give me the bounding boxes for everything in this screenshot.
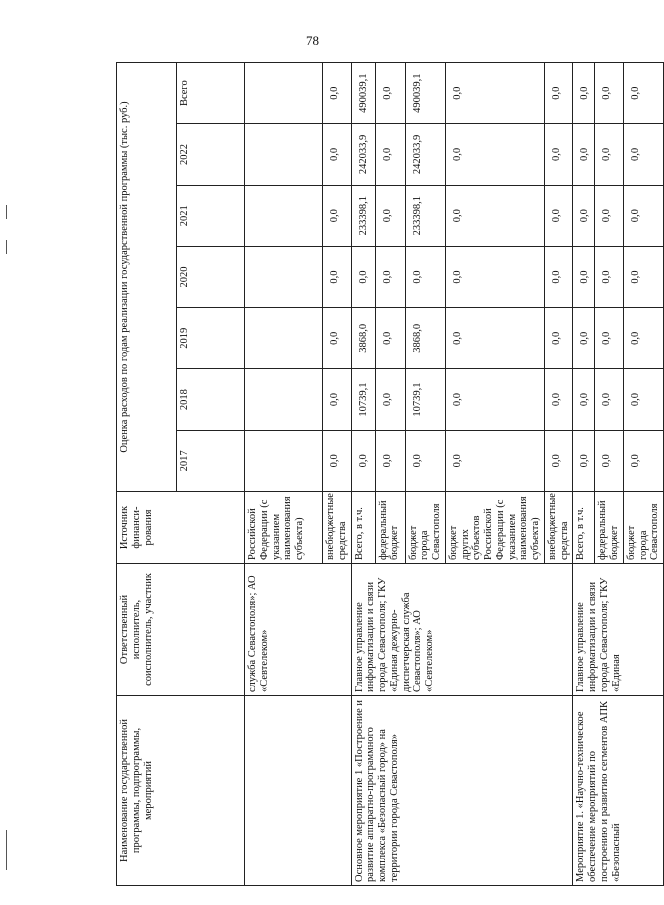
cell-value: 0,0 xyxy=(573,430,595,491)
cell-value: 0,0 xyxy=(573,185,595,246)
cell-value: 0,0 xyxy=(323,308,352,369)
cell-source: бюджет города Севастополя xyxy=(405,492,445,564)
cell-value: 0,0 xyxy=(623,124,663,185)
cell-value: 0,0 xyxy=(573,124,595,185)
cell-value: 0,0 xyxy=(544,63,573,124)
cell-value: 233398,1 xyxy=(405,185,445,246)
cell-value: 0,0 xyxy=(323,430,352,491)
cell-value xyxy=(245,63,323,124)
cell-value: 0,0 xyxy=(573,369,595,430)
cell-source: федеральный бюджет xyxy=(375,492,405,564)
cell-value: 0,0 xyxy=(351,430,375,491)
cell-responsible: Главное управление информатизации и связи города Севастополя; ГКУ «Единая xyxy=(573,564,664,696)
cell-value: 0,0 xyxy=(595,124,624,185)
cell-value: 0,0 xyxy=(595,369,624,430)
cell-value: 0,0 xyxy=(375,246,405,307)
cell-value: 0,0 xyxy=(445,369,544,430)
cell-source: бюджет других субъектов Российской Федерации (с указанием наименования субъекта) xyxy=(445,492,544,564)
table-row xyxy=(351,63,375,886)
cell-value: 0,0 xyxy=(375,124,405,185)
cell-value: 3868,0 xyxy=(351,308,375,369)
cell-name xyxy=(245,696,352,886)
cell-value: 0,0 xyxy=(323,185,352,246)
cell-value: 0,0 xyxy=(445,430,544,491)
scan-edge-mark xyxy=(6,240,7,254)
cell-value: 0,0 xyxy=(595,430,624,491)
cell-value: 0,0 xyxy=(445,185,544,246)
cell-source: бюджет города Севастополя xyxy=(623,492,663,564)
header-year: 2018 xyxy=(177,369,245,430)
budget-table xyxy=(116,62,664,886)
cell-value: 0,0 xyxy=(595,308,624,369)
cell-value: 0,0 xyxy=(573,246,595,307)
cell-source: федеральный бюджет xyxy=(595,492,624,564)
cell-value: 0,0 xyxy=(595,63,624,124)
cell-value: 0,0 xyxy=(623,63,663,124)
cell-value: 0,0 xyxy=(544,124,573,185)
cell-value: 0,0 xyxy=(445,246,544,307)
header-year: 2017 xyxy=(177,430,245,491)
cell-responsible: служба Севастополя»; АО «Севтелеком» xyxy=(245,564,352,696)
cell-value: 10739,1 xyxy=(351,369,375,430)
cell-source: Всего, в т.ч. xyxy=(351,492,375,564)
header-name: Наименование государственной программы, подпрограммы, мероприятий xyxy=(117,696,245,886)
table-row xyxy=(245,63,323,886)
cell-source: внебюджетные средства xyxy=(323,492,352,564)
cell-source: Всего, в т.ч. xyxy=(573,492,595,564)
cell-value: 0,0 xyxy=(323,246,352,307)
cell-value: 0,0 xyxy=(544,308,573,369)
header-source: Источник финанси-рования xyxy=(117,492,245,564)
cell-value: 0,0 xyxy=(323,124,352,185)
cell-value xyxy=(245,124,323,185)
cell-value: 0,0 xyxy=(323,63,352,124)
cell-value: 233398,1 xyxy=(351,185,375,246)
cell-value xyxy=(245,246,323,307)
cell-value: 0,0 xyxy=(375,308,405,369)
cell-value: 3868,0 xyxy=(405,308,445,369)
cell-value: 242033,9 xyxy=(351,124,375,185)
cell-name: Мероприятие 1. «Научно-техническое обеспечение мероприятий по построению и развитию сегментов АПК «Безопасный xyxy=(573,696,664,886)
cell-value: 0,0 xyxy=(375,185,405,246)
cell-value: 0,0 xyxy=(405,430,445,491)
cell-value: 242033,9 xyxy=(405,124,445,185)
header-year: 2022 xyxy=(177,124,245,185)
cell-value xyxy=(245,430,323,491)
cell-value: 0,0 xyxy=(623,430,663,491)
cell-value: 10739,1 xyxy=(405,369,445,430)
cell-name: Основное мероприятие 1 «Построение и развитие аппаратно-программного комплекса «Безопасный город» на территории города Севастополя» xyxy=(351,696,573,886)
cell-value: 0,0 xyxy=(573,308,595,369)
header-year: 2019 xyxy=(177,308,245,369)
scan-edge-mark xyxy=(6,205,7,219)
cell-value: 0,0 xyxy=(623,185,663,246)
rotated-table-wrapper xyxy=(116,62,661,886)
cell-value: 0,0 xyxy=(405,246,445,307)
cell-value: 0,0 xyxy=(544,430,573,491)
header-year: 2021 xyxy=(177,185,245,246)
table-row xyxy=(573,63,595,886)
cell-value: 0,0 xyxy=(544,246,573,307)
page-number: 78 xyxy=(306,33,319,48)
cell-value: 490039,1 xyxy=(405,63,445,124)
cell-value: 0,0 xyxy=(445,308,544,369)
cell-value: 0,0 xyxy=(623,246,663,307)
cell-source: внебюджетные средства xyxy=(544,492,573,564)
header-year: 2020 xyxy=(177,246,245,307)
cell-value xyxy=(245,308,323,369)
scan-edge-mark xyxy=(6,830,7,870)
cell-value: 0,0 xyxy=(623,369,663,430)
header-estimate: Оценка расходов по годам реализации государственной программы (тыс. руб.) xyxy=(117,63,177,492)
header-responsible: Ответственный исполнитель, соисполнитель, участник xyxy=(117,564,245,696)
cell-value: 0,0 xyxy=(623,308,663,369)
cell-value: 490039,1 xyxy=(351,63,375,124)
cell-value xyxy=(245,185,323,246)
cell-value: 0,0 xyxy=(375,63,405,124)
cell-value: 0,0 xyxy=(595,246,624,307)
cell-value: 0,0 xyxy=(375,430,405,491)
cell-value: 0,0 xyxy=(351,246,375,307)
cell-value: 0,0 xyxy=(323,369,352,430)
header-total: Всего xyxy=(177,63,245,124)
cell-source: Российской Федерации (с указанием наименования субъекта) xyxy=(245,492,323,564)
cell-value: 0,0 xyxy=(595,185,624,246)
cell-value: 0,0 xyxy=(573,63,595,124)
cell-responsible: Главное управление информатизации и связи города Севастополя; ГКУ «Единая дежурно-диспетчерская служба Севастополя»; АО «Севтелеком» xyxy=(351,564,573,696)
cell-value: 0,0 xyxy=(445,124,544,185)
cell-value: 0,0 xyxy=(544,369,573,430)
cell-value: 0,0 xyxy=(375,369,405,430)
cell-value xyxy=(245,369,323,430)
cell-value: 0,0 xyxy=(544,185,573,246)
cell-value: 0,0 xyxy=(445,63,544,124)
